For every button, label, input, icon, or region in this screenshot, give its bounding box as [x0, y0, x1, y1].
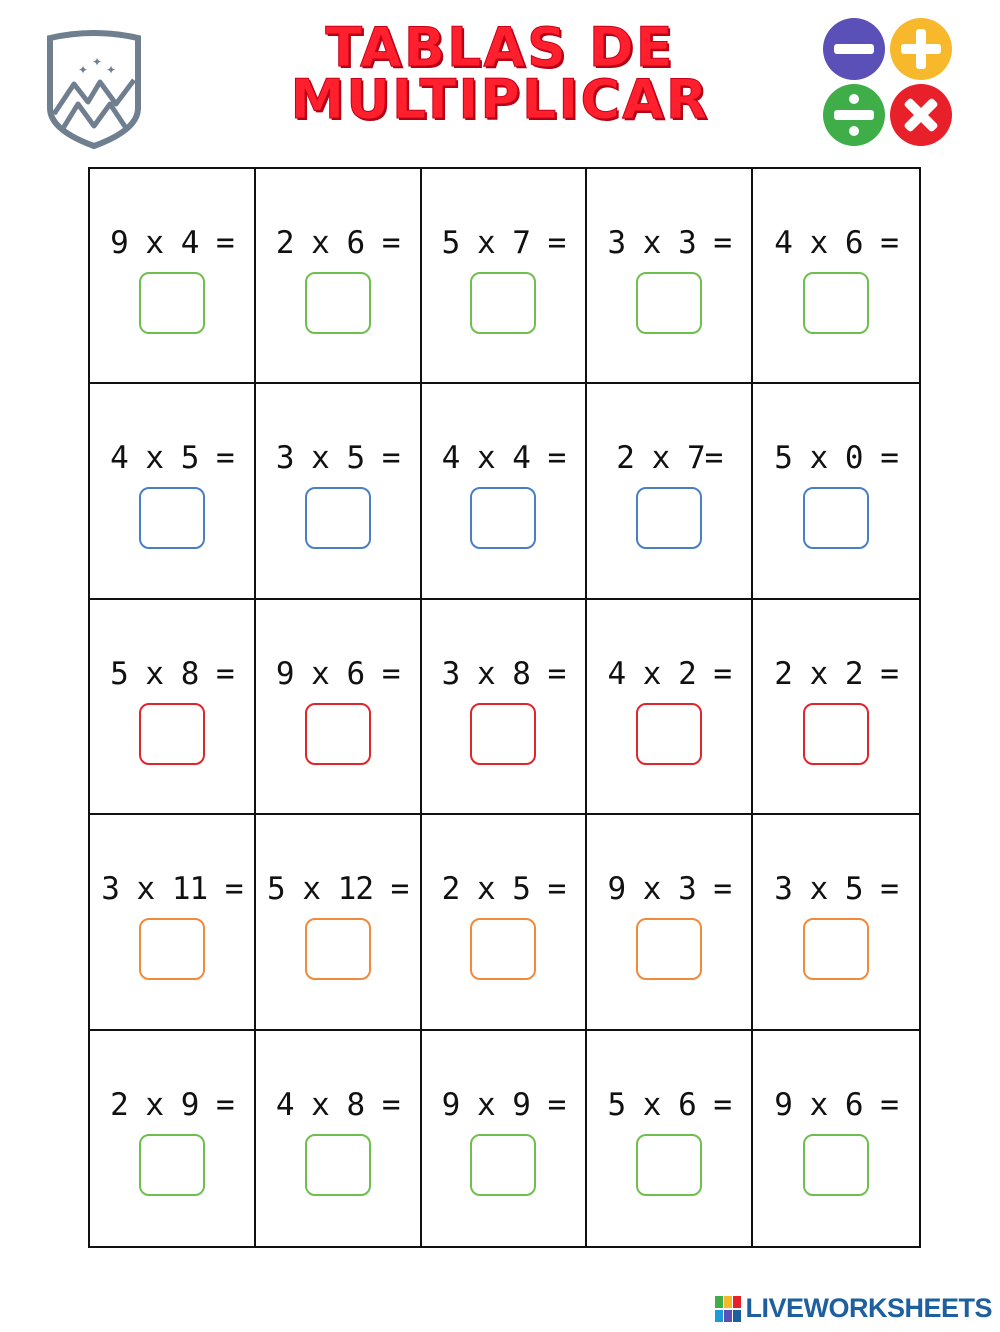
exercise-equation: 3 x 8 = — [441, 655, 566, 692]
svg-text:✦: ✦ — [78, 63, 89, 77]
answer-box[interactable] — [470, 487, 536, 549]
exercise-cell — [90, 600, 256, 815]
answer-box[interactable] — [305, 1134, 371, 1196]
brand-footer — [715, 1293, 992, 1324]
exercise-equation: 2 x 6 = — [275, 225, 400, 261]
answer-box[interactable] — [636, 1134, 702, 1196]
exercise-equation: 9 x 6 = — [275, 655, 400, 692]
exercise-equation: 2 x 5 = — [441, 871, 566, 908]
exercise-equation: 3 x 3 = — [607, 225, 732, 261]
answer-box[interactable] — [139, 703, 205, 765]
exercise-equation: 5 x 8 = — [110, 655, 234, 692]
exercise-equation: 2 x 2 = — [774, 655, 898, 692]
exercise-cell — [90, 815, 256, 1030]
plus-icon — [890, 18, 952, 80]
answer-box[interactable] — [470, 918, 536, 980]
answer-box[interactable] — [470, 272, 536, 334]
answer-box[interactable] — [803, 272, 869, 334]
exercise-equation: 5 x 6 = — [607, 1086, 732, 1123]
exercise-cell — [90, 169, 256, 384]
exercise-equation: 3 x 5 = — [774, 871, 898, 908]
exercise-cell — [587, 169, 753, 384]
exercise-equation: 4 x 4 = — [441, 440, 566, 477]
answer-box[interactable] — [636, 703, 702, 765]
exercise-cell — [256, 600, 422, 815]
worksheet-title — [270, 16, 730, 131]
exercise-equation: 3 x 5 = — [275, 440, 400, 477]
liveworksheets-logo-icon — [715, 1296, 741, 1322]
answer-box[interactable] — [139, 487, 205, 549]
answer-box[interactable] — [636, 918, 702, 980]
exercise-grid — [88, 167, 921, 1248]
exercise-cell — [256, 384, 422, 599]
answer-box[interactable] — [803, 918, 869, 980]
answer-box[interactable] — [470, 1134, 536, 1196]
exercise-equation: 2 x 7= — [616, 440, 723, 477]
exercise-equation: 4 x 2 = — [607, 655, 732, 692]
exercise-cell — [753, 384, 919, 599]
exercise-cell — [90, 1031, 256, 1246]
exercise-cell — [422, 600, 588, 815]
answer-box[interactable] — [636, 272, 702, 334]
exercise-equation: 5 x 0 = — [774, 440, 898, 477]
title-line-2: MULTIPLICAR — [290, 68, 710, 131]
answer-box[interactable] — [139, 1134, 205, 1196]
answer-box[interactable] — [803, 703, 869, 765]
exercise-equation: 4 x 8 = — [275, 1086, 400, 1123]
answer-box[interactable] — [803, 1134, 869, 1196]
exercise-equation: 5 x 12 = — [267, 871, 409, 908]
svg-text:✦: ✦ — [106, 63, 117, 77]
exercise-cell — [587, 600, 753, 815]
exercise-cell — [422, 384, 588, 599]
exercise-cell — [256, 815, 422, 1030]
exercise-equation: 9 x 6 = — [774, 1086, 898, 1123]
exercise-equation: 9 x 3 = — [607, 871, 732, 908]
exercise-cell — [422, 1031, 588, 1246]
exercise-cell — [422, 169, 588, 384]
exercise-cell — [753, 1031, 919, 1246]
answer-box[interactable] — [305, 272, 371, 334]
mountain-shield-icon — [44, 30, 144, 150]
exercise-equation: 9 x 4 = — [110, 225, 234, 261]
exercise-cell — [256, 1031, 422, 1246]
exercise-cell — [256, 169, 422, 384]
exercise-cell — [587, 1031, 753, 1246]
exercise-cell — [753, 169, 919, 384]
exercise-equation: 9 x 9 = — [441, 1086, 566, 1123]
answer-box[interactable] — [139, 918, 205, 980]
exercise-cell — [587, 384, 753, 599]
exercise-cell — [422, 815, 588, 1030]
exercise-cell — [753, 815, 919, 1030]
exercise-cell — [90, 384, 256, 599]
exercise-equation: 3 x 11 = — [101, 871, 243, 908]
brand-name: LIVEWORKSHEETS — [745, 1293, 992, 1323]
exercise-cell — [587, 815, 753, 1030]
answer-box[interactable] — [305, 487, 371, 549]
title-line-1: TABLAS DE — [325, 16, 675, 79]
exercise-equation: 5 x 7 = — [441, 225, 566, 261]
exercise-equation: 4 x 5 = — [110, 440, 234, 477]
exercise-equation: 4 x 6 = — [774, 225, 898, 261]
svg-text:✦: ✦ — [92, 55, 103, 69]
divide-icon — [823, 84, 885, 146]
minus-icon — [823, 18, 885, 80]
answer-box[interactable] — [305, 703, 371, 765]
answer-box[interactable] — [470, 703, 536, 765]
times-icon — [890, 84, 952, 146]
answer-box[interactable] — [305, 918, 371, 980]
exercise-equation: 2 x 9 = — [110, 1086, 234, 1123]
exercise-cell — [753, 600, 919, 815]
answer-box[interactable] — [636, 487, 702, 549]
answer-box[interactable] — [803, 487, 869, 549]
answer-box[interactable] — [139, 272, 205, 334]
math-operations-icon — [820, 16, 956, 148]
